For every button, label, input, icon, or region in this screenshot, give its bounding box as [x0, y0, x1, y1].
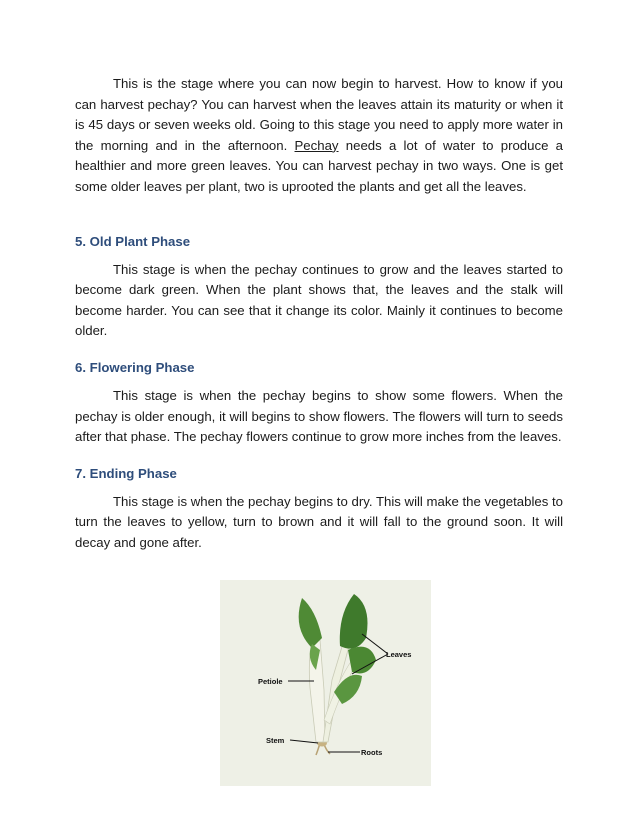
pechay-link[interactable]: Pechay: [294, 137, 339, 153]
petiole-label: Petiole: [258, 677, 283, 686]
section-body-ending: This stage is when the pechay begins to dry. This will make the vegetables to turn the leaves to yellow, turn to brown and it will fall to the ground soon. It will decay and gone after.: [75, 493, 563, 550]
intro-paragraph: [75, 74, 563, 198]
document-page: [75, 74, 563, 554]
figure-background: [220, 580, 431, 786]
section-body-old-plant: This stage is when the pechay continues to grow and the leaves started to become dark green. When the plant shows that, the leaves and the stalk will become harder. You can see that it change its color. Mainly it continues to become older.: [75, 261, 563, 339]
intro-text-end: needs a lot of water to produce a healthier and more green leaves. You can harvest pechay in two ways. One is get some older leaves per plant, two is uprooted the plants and get all the leaves.: [75, 137, 563, 194]
section-body-flowering: This stage is when the pechay begins to show some flowers. When the pechay is older enough, it will begins to show flowers. The flowers will turn to seeds after that phase. The pechay flowers continue to grow more inches from the leaves.: [75, 387, 563, 445]
stem-label: Stem: [266, 736, 285, 745]
section-heading-old-plant: 5. Old Plant Phase: [75, 233, 191, 249]
pechay-plant-diagram: [220, 580, 431, 786]
section-heading-flowering: 6. Flowering Phase: [75, 359, 195, 375]
roots-label: Roots: [361, 748, 383, 757]
intro-text-start: This is the stage where you can now begin to harvest. How to know if you can harvest pechay? You can harvest when the leaves attain its maturity or when it is 45 days or seven weeks old. Going to this stage you need to apply more water in the morning and in the afternoon.: [75, 76, 563, 153]
leaves-label: Leaves: [386, 650, 412, 659]
section-heading-ending: 7. Ending Phase: [75, 465, 177, 481]
